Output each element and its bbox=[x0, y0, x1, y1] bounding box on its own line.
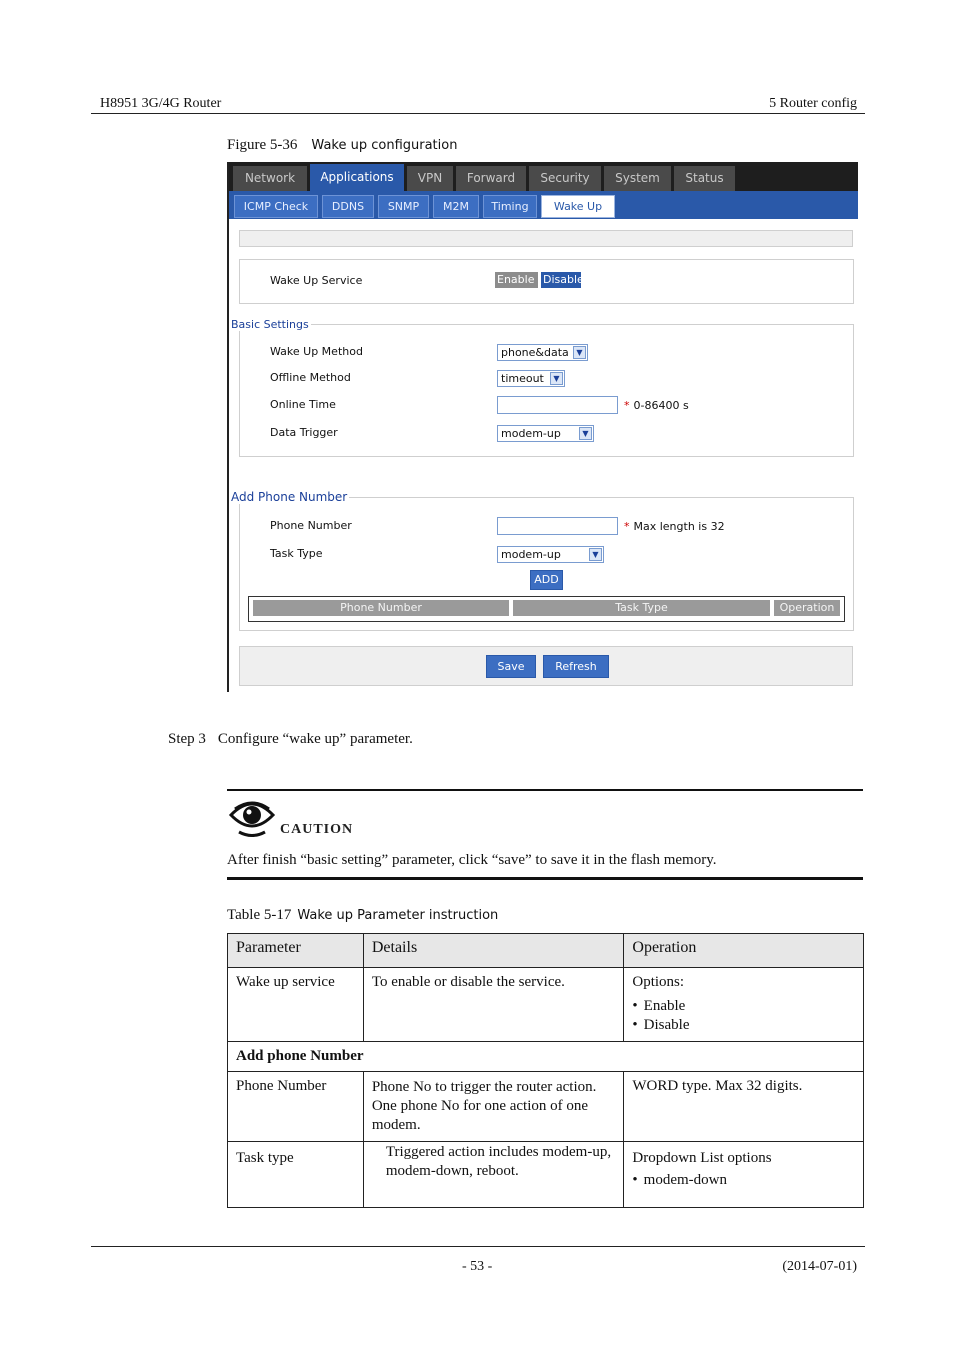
caution-bottom-rule bbox=[227, 877, 863, 880]
phone-number-hint: * Max length is 32 bbox=[624, 520, 725, 533]
sub-tab-bar bbox=[229, 191, 858, 219]
chevron-down-icon: ▼ bbox=[550, 372, 563, 385]
chevron-down-icon: ▼ bbox=[589, 548, 602, 561]
figure-caption bbox=[227, 137, 457, 154]
offline-method-value: timeout bbox=[501, 372, 544, 385]
cell-details bbox=[363, 1142, 624, 1208]
step-text: Configure “wake up” parameter. bbox=[217, 731, 413, 747]
tab-vpn[interactable]: VPN bbox=[407, 166, 453, 191]
caution-label: CAUTION bbox=[280, 822, 354, 837]
online-time-hint: * 0-86400 s bbox=[624, 399, 689, 412]
cell-details: Phone No to trigger the router action. One phone No for one action of one modem. bbox=[363, 1072, 624, 1142]
doc-header-chapter: 5 Router config bbox=[769, 96, 857, 111]
tab-network[interactable]: Network bbox=[233, 166, 307, 191]
tab-status[interactable]: Status bbox=[674, 166, 735, 191]
task-type-label: Task Type bbox=[270, 547, 323, 560]
cell-param: Phone Number bbox=[228, 1072, 364, 1142]
table-section-row bbox=[228, 1042, 864, 1072]
subtab-m2m[interactable]: M2M bbox=[433, 195, 479, 218]
caution-text: After finish “basic setting” parameter, click “save” to save it in the flash memory. bbox=[227, 852, 717, 868]
cell-param: Task type bbox=[228, 1142, 364, 1208]
section-title: Add phone Number bbox=[228, 1042, 864, 1072]
screenshot-border bbox=[227, 162, 229, 692]
operation-text: Dropdown List options bbox=[632, 1150, 772, 1166]
subtab-ddns[interactable]: DDNS bbox=[322, 195, 374, 218]
online-time-range: 0-86400 s bbox=[633, 399, 689, 412]
table-label: Table 5-17 bbox=[227, 907, 292, 923]
wake-up-method-select[interactable] bbox=[497, 344, 588, 361]
option-item: • Disable bbox=[632, 1016, 855, 1035]
data-trigger-value: modem-up bbox=[501, 427, 561, 440]
cell-param: Wake up service bbox=[228, 968, 364, 1042]
table-header-row bbox=[228, 934, 864, 968]
figure-label: Figure 5-36 bbox=[227, 137, 298, 153]
table-row bbox=[228, 1072, 864, 1142]
table-header-task-type: Task Type bbox=[513, 600, 770, 616]
cell-details: To enable or disable the service. bbox=[363, 968, 624, 1042]
online-time-input[interactable] bbox=[497, 396, 618, 414]
eye-icon bbox=[229, 799, 275, 839]
parameter-table bbox=[227, 933, 864, 1208]
footer-rule bbox=[91, 1246, 865, 1247]
operation-text: Options: bbox=[632, 974, 685, 990]
add-phone-legend: Add Phone Number bbox=[231, 490, 348, 504]
main-tab-bar bbox=[229, 162, 858, 191]
details-text: Triggered action includes modem-up, modem-down, reboot. bbox=[385, 1144, 612, 1179]
page-number: - 53 - bbox=[462, 1259, 493, 1274]
tab-security[interactable]: Security bbox=[529, 166, 601, 191]
data-trigger-select[interactable] bbox=[497, 425, 594, 442]
subtab-wake-up[interactable]: Wake Up bbox=[541, 195, 615, 218]
header-details: Details bbox=[363, 934, 624, 968]
add-button[interactable]: ADD bbox=[530, 570, 563, 590]
table-header-phone-number: Phone Number bbox=[253, 600, 509, 616]
subtab-snmp[interactable]: SNMP bbox=[378, 195, 429, 218]
options-list bbox=[632, 1172, 855, 1189]
phone-number-table bbox=[248, 596, 845, 622]
doc-date: (2014-07-01) bbox=[782, 1259, 857, 1274]
table-row bbox=[228, 1142, 864, 1208]
offline-method-select[interactable] bbox=[497, 370, 565, 387]
enable-button[interactable]: Enable bbox=[495, 272, 538, 288]
table-caption bbox=[227, 907, 498, 924]
save-button[interactable]: Save bbox=[486, 655, 536, 678]
task-type-select[interactable] bbox=[497, 546, 604, 563]
tab-forward[interactable]: Forward bbox=[456, 166, 526, 191]
cell-operation bbox=[624, 1142, 864, 1208]
step-3 bbox=[168, 731, 413, 748]
cell-operation bbox=[624, 968, 864, 1042]
basic-settings-legend: Basic Settings bbox=[231, 318, 309, 331]
chevron-down-icon: ▼ bbox=[579, 427, 592, 440]
cell-operation: WORD type. Max 32 digits. bbox=[624, 1072, 864, 1142]
online-time-label: Online Time bbox=[270, 398, 336, 411]
phone-number-input[interactable] bbox=[497, 517, 618, 535]
subtab-icmp-check[interactable]: ICMP Check bbox=[234, 195, 318, 218]
header-operation: Operation bbox=[624, 934, 864, 968]
tab-applications[interactable]: Applications bbox=[310, 164, 404, 191]
wake-up-method-value: phone&data bbox=[501, 346, 569, 359]
phone-number-label: Phone Number bbox=[270, 519, 352, 532]
caution-top-rule bbox=[227, 789, 863, 791]
option-item: • Enable bbox=[632, 997, 855, 1016]
phone-number-max: Max length is 32 bbox=[633, 520, 725, 533]
tab-system[interactable]: System bbox=[604, 166, 671, 191]
offline-method-label: Offline Method bbox=[270, 371, 351, 384]
table-row bbox=[228, 968, 864, 1042]
header-parameter: Parameter bbox=[228, 934, 364, 968]
disable-button[interactable]: Disable bbox=[543, 273, 584, 286]
wake-up-service-label: Wake Up Service bbox=[270, 274, 363, 287]
options-list bbox=[632, 997, 855, 1035]
table-header-operation: Operation bbox=[774, 600, 840, 616]
refresh-button[interactable]: Refresh bbox=[543, 655, 609, 678]
step-label: Step 3 bbox=[168, 731, 206, 747]
figure-title: Wake up configuration bbox=[311, 138, 458, 153]
chevron-down-icon: ▼ bbox=[573, 346, 586, 359]
subtab-timing[interactable]: Timing bbox=[483, 195, 537, 218]
doc-header-title: H8951 3G/4G Router bbox=[100, 96, 222, 111]
option-item: • modem-down bbox=[632, 1172, 855, 1189]
table-title: Wake up Parameter instruction bbox=[297, 908, 499, 923]
header-rule bbox=[91, 113, 865, 114]
data-trigger-label: Data Trigger bbox=[270, 426, 338, 439]
wake-up-method-label: Wake Up Method bbox=[270, 345, 363, 358]
task-type-value: modem-up bbox=[501, 548, 561, 561]
status-bar bbox=[239, 230, 853, 247]
